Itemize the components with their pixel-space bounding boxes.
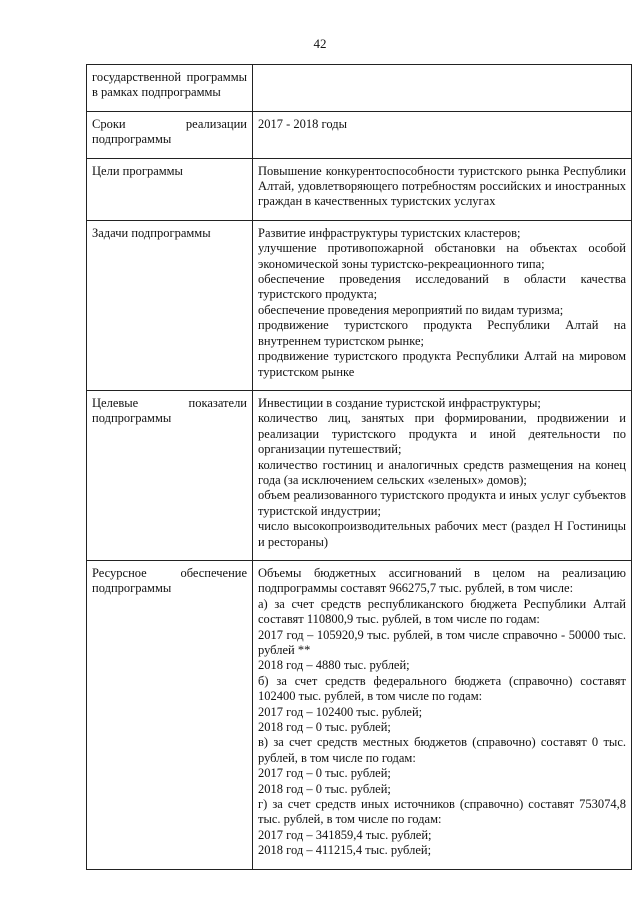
table-row [87,560,632,869]
value-line: обеспечение проведения мероприятий по видам туризма; [258,302,564,317]
value-line: количество лиц, занятых при формировании, продвижении и реализации туристского продукта и иной деятельности по организации путешествий; [258,411,626,457]
row-value [253,560,632,869]
value-line: 2018 год – 0 тыс. рублей; [258,720,391,735]
value-line: г) за счет средств иных источников (справочно) составят 753074,8 тыс. рублей, в том числе по годам: [258,797,626,827]
value-line: 2017 - 2018 годы [258,116,348,131]
value-line: 2017 год – 341859,4 тыс. рублей; [258,827,432,842]
value-line: 2017 год – 105920,9 тыс. рублей, в том числе справочно - 50000 тыс. рублей ** [258,627,626,657]
value-line: 2017 год – 0 тыс. рублей; [258,766,391,781]
row-value [253,390,632,560]
value-line: а) за счет средств республиканского бюджета Республики Алтай составят 110800,9 тыс. рублей, в том числе по годам: [258,596,626,627]
value-line: количество гостиниц и аналогичных средств размещения на конец года (за исключением сельских «зеленых» домов); [258,457,626,487]
row-value [253,158,632,220]
value-line: продвижение туристского продукта Республики Алтай на внутреннем туристском рынке; [258,318,626,348]
row-label: Задачи подпрограммы [87,220,253,390]
table-row [87,111,632,158]
table-row [87,65,632,112]
value-line: 2018 год – 4880 тыс. рублей; [258,658,410,673]
table-row [87,390,632,560]
row-value [253,65,632,112]
value-line: Развитие инфраструктуры туристских кластеров; [258,225,521,240]
subprogram-passport-table [86,64,632,870]
row-label: Ресурсное обеспечение подпрограммы [87,560,253,869]
row-label: Целевые показатели подпрограммы [87,390,253,560]
value-line: 2017 год – 102400 тыс. рублей; [258,704,423,719]
value-line: продвижение туристского продукта Республики Алтай на мировом туристском рынке [258,349,626,379]
value-line: объем реализованного туристского продукта и иных услуг субъектов туристской индустрии; [258,488,626,518]
value-line: 2018 год – 0 тыс. рублей; [258,781,391,796]
value-line: число высокопроизводительных рабочих мест (раздел H Гостиницы и рестораны) [258,519,626,549]
row-label: государственной программы в рамках подпрограммы [87,65,253,112]
value-line: Повышение конкурентоспособности туристского рынка Республики Алтай, удовлетворяющего потребностям российских и иностранных граждан в качественных туристских услугах [258,163,626,209]
value-line: Инвестиции в создание туристской инфраструктуры; [258,395,541,410]
row-value [253,111,632,158]
page-number: 42 [313,36,327,51]
value-line: б) за счет средств федерального бюджета (справочно) составят 102400 тыс. рублей, в том числе по годам: [258,673,626,704]
table-row [87,220,632,390]
value-line: Объемы бюджетных ассигнований в целом на реализацию подпрограммы составят 966275,7 тыс. рублей, в том числе: [258,565,626,596]
table-row [87,158,632,220]
value-line: 2018 год – 411215,4 тыс. рублей; [258,843,432,858]
value-line: в) за счет средств местных бюджетов (справочно) составят 0 тыс. рублей, в том числе по годам: [258,735,626,765]
row-label: Сроки реализации подпрограммы [87,111,253,158]
row-value [253,220,632,390]
value-line: улучшение противопожарной обстановки на объектах особой экономической зоны туристско-рекреационного типа; [258,241,626,271]
value-line: обеспечение проведения исследований в области качества туристского продукта; [258,272,626,302]
row-label: Цели программы [87,158,253,220]
